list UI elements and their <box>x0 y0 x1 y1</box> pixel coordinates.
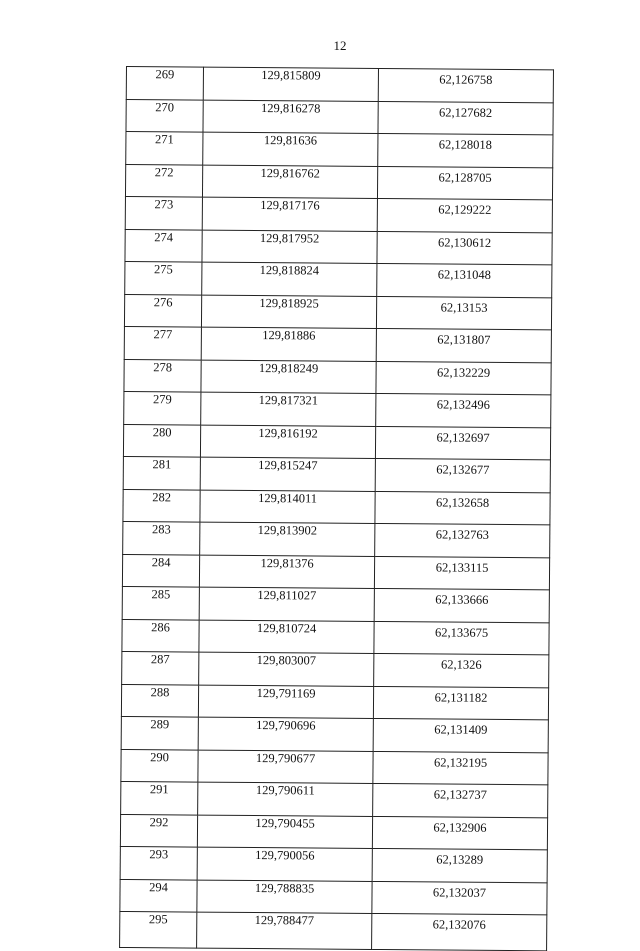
table-row <box>126 132 553 168</box>
point-number-cell: 276 <box>124 294 201 327</box>
y-coordinate-cell: 62,132076 <box>372 913 547 950</box>
table-row <box>124 359 551 395</box>
x-coordinate-cell: 129,813902 <box>200 522 375 556</box>
y-coordinate-cell: 62,131807 <box>376 328 551 362</box>
y-coordinate-cell: 62,132658 <box>375 491 550 525</box>
x-coordinate-cell: 129,788835 <box>197 880 372 914</box>
y-coordinate-cell: 62,131048 <box>377 263 552 297</box>
table-row <box>123 424 550 460</box>
point-number-cell: 272 <box>125 164 202 197</box>
table-body <box>120 67 554 951</box>
x-coordinate-cell: 129,790056 <box>197 847 372 881</box>
point-number-cell: 291 <box>121 781 198 814</box>
point-number-cell: 294 <box>120 879 197 912</box>
x-coordinate-cell: 129,817321 <box>201 392 376 426</box>
y-coordinate-cell: 62,132677 <box>375 458 550 492</box>
table-row <box>120 879 547 915</box>
point-number-cell: 275 <box>125 261 202 294</box>
point-number-cell: 271 <box>126 132 203 165</box>
y-coordinate-cell: 62,132906 <box>372 816 547 850</box>
point-number-cell: 281 <box>123 456 200 489</box>
x-coordinate-cell: 129,81376 <box>199 555 374 589</box>
table-row <box>121 749 548 785</box>
coordinates-table-container <box>119 66 550 951</box>
point-number-cell: 269 <box>126 67 203 100</box>
y-coordinate-cell: 62,13289 <box>372 848 547 882</box>
x-coordinate-cell: 129,818824 <box>202 262 377 296</box>
point-number-cell: 288 <box>121 684 198 717</box>
point-number-cell: 293 <box>120 846 197 879</box>
y-coordinate-cell: 62,132697 <box>375 426 550 460</box>
y-coordinate-cell: 62,132037 <box>372 881 547 915</box>
x-coordinate-cell: 129,791169 <box>198 685 373 719</box>
table-row <box>120 846 547 882</box>
table-row <box>123 456 550 492</box>
table-row <box>126 99 553 135</box>
table-row <box>123 521 550 557</box>
point-number-cell: 270 <box>126 99 203 132</box>
point-number-cell: 274 <box>125 229 202 262</box>
y-coordinate-cell: 62,128018 <box>378 133 553 167</box>
x-coordinate-cell: 129,803007 <box>199 652 374 686</box>
point-number-cell: 277 <box>124 326 201 359</box>
point-number-cell: 282 <box>123 489 200 522</box>
y-coordinate-cell: 62,126758 <box>378 68 553 102</box>
y-coordinate-cell: 62,132195 <box>373 751 548 785</box>
page-number: 12 <box>333 38 347 53</box>
x-coordinate-cell: 129,788477 <box>197 912 372 949</box>
table-row <box>126 67 553 103</box>
point-number-cell: 280 <box>123 424 200 457</box>
x-coordinate-cell: 129,816762 <box>202 165 377 199</box>
table-row <box>125 196 552 232</box>
point-number-cell: 273 <box>125 196 202 229</box>
table-row <box>120 814 547 850</box>
point-number-cell: 283 <box>123 521 200 554</box>
point-number-cell: 292 <box>120 814 197 847</box>
point-number-cell: 287 <box>122 651 199 684</box>
y-coordinate-cell: 62,131409 <box>373 718 548 752</box>
table-row <box>122 554 549 590</box>
x-coordinate-cell: 129,816278 <box>203 100 378 134</box>
x-coordinate-cell: 129,790677 <box>198 750 373 784</box>
point-number-cell: 290 <box>121 749 198 782</box>
y-coordinate-cell: 62,128705 <box>377 166 552 200</box>
y-coordinate-cell: 62,127682 <box>378 101 553 135</box>
x-coordinate-cell: 129,817952 <box>202 230 377 264</box>
x-coordinate-cell: 129,815247 <box>200 457 375 491</box>
point-number-cell: 284 <box>122 554 199 587</box>
table-row <box>120 911 547 950</box>
table-row <box>122 619 549 655</box>
x-coordinate-cell: 129,81886 <box>201 327 376 361</box>
table-row <box>123 489 550 525</box>
x-coordinate-cell: 129,790455 <box>197 815 372 849</box>
table-row <box>121 716 548 752</box>
table-row <box>124 294 551 330</box>
y-coordinate-cell: 62,129222 <box>377 198 552 232</box>
x-coordinate-cell: 129,818925 <box>201 295 376 329</box>
x-coordinate-cell: 129,814011 <box>200 490 375 524</box>
table-row <box>122 651 549 687</box>
x-coordinate-cell: 129,818249 <box>201 360 376 394</box>
y-coordinate-cell: 62,133115 <box>374 556 549 590</box>
point-number-cell: 286 <box>122 619 199 652</box>
y-coordinate-cell: 62,132763 <box>375 523 550 557</box>
y-coordinate-cell: 62,133666 <box>374 588 549 622</box>
y-coordinate-cell: 62,132496 <box>376 393 551 427</box>
point-number-cell: 278 <box>124 359 201 392</box>
x-coordinate-cell: 129,817176 <box>202 197 377 231</box>
table-row <box>122 586 549 622</box>
table-row <box>125 229 552 265</box>
coordinates-table <box>119 66 554 951</box>
table-row <box>125 261 552 297</box>
point-number-cell: 285 <box>122 586 199 619</box>
table-row <box>121 684 548 720</box>
y-coordinate-cell: 62,13153 <box>376 296 551 330</box>
point-number-cell: 295 <box>120 911 197 948</box>
x-coordinate-cell: 129,811027 <box>199 587 374 621</box>
y-coordinate-cell: 62,132229 <box>376 361 551 395</box>
x-coordinate-cell: 129,790696 <box>198 717 373 751</box>
x-coordinate-cell: 129,816192 <box>200 425 375 459</box>
x-coordinate-cell: 129,815809 <box>203 67 378 101</box>
x-coordinate-cell: 129,790611 <box>198 782 373 816</box>
point-number-cell: 289 <box>121 716 198 749</box>
y-coordinate-cell: 62,131182 <box>373 686 548 720</box>
point-number-cell: 279 <box>124 391 201 424</box>
table-row <box>125 164 552 200</box>
y-coordinate-cell: 62,133675 <box>374 621 549 655</box>
x-coordinate-cell: 129,810724 <box>199 620 374 654</box>
table-row <box>124 326 551 362</box>
y-coordinate-cell: 62,130612 <box>377 231 552 265</box>
table-row <box>121 781 548 817</box>
x-coordinate-cell: 129,81636 <box>203 132 378 166</box>
y-coordinate-cell: 62,132737 <box>373 783 548 817</box>
table-row <box>124 391 551 427</box>
y-coordinate-cell: 62,1326 <box>374 653 549 687</box>
